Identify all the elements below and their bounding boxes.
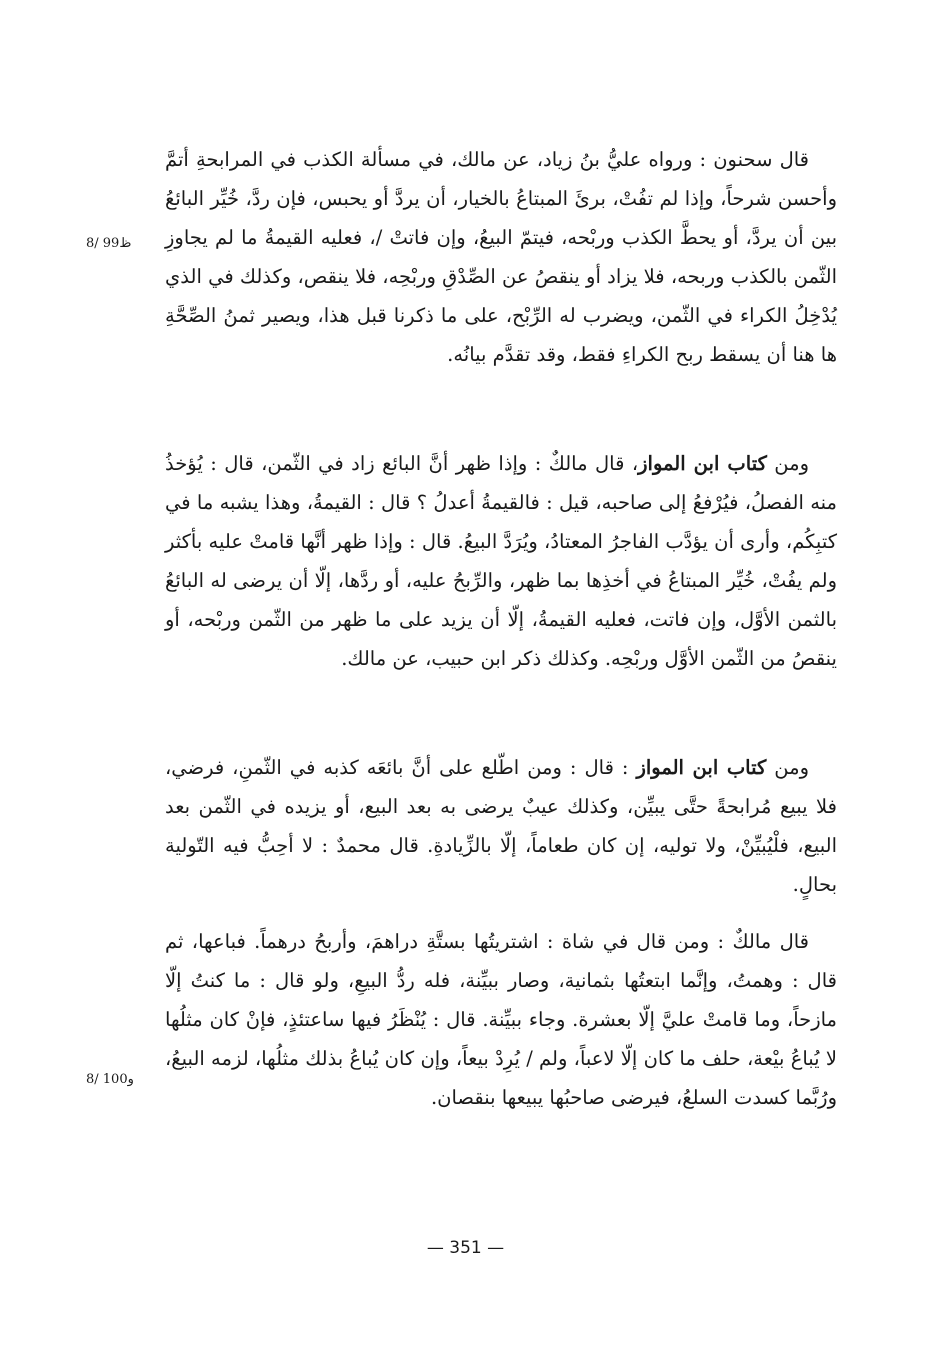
paragraph-ibn-al-mawwaz-1 [165, 444, 837, 678]
folio-reference-note: 8/ 100و [86, 1072, 134, 1087]
paragraph-prefix: ومن [766, 756, 809, 779]
paragraph-body: ، قال مالكٌ : وإذا ظهر أنَّ البائع زاد في الثّمن، قال : يُؤخذُ منه الفصلُ، فيُرْفعُ إلى صاحبه، قيل : فالقيمةُ أعدلُ ؟ قال : القيمةُ، وهذا يشبه ما في كتبِكُم، وأرى أن يؤدَّب الفاجرُ المعتادُ، ويُرَدَّ البيعُ. قال : وإذا ظهر أنَّها قامتْ عليه بأكثر ولم يفُتْ، خُيِّر المبتاعُ في أخذِها بما ظهر، والرِّبحُ عليه، أو ردَّها، إلّا أن يرضى له البائعُ بالثمن الأوَّل، وإن فاتت، فعليه القيمةُ، إلّا أن يزيد على ما ظهر من الثّمن وربْحه، أو ينقصُ من الثّمن الأوَّل وربْحِه. وكذلك ذكر ابن حبيب، عن مالك. [165, 452, 837, 670]
source-title: كتاب ابن المواز [636, 756, 767, 779]
folio-reference-note: 8/ 99ظ [86, 236, 132, 251]
source-title: كتاب ابن المواز [638, 452, 767, 475]
paragraph-prefix: ومن [766, 452, 810, 475]
paragraph-text [165, 748, 837, 904]
paragraph-text: قال مالكٌ : ومن قال في شاة : اشتريتُها بستَّةِ دراهمَ، وأربحُ درهماً. فباعها، ثم قال : وهمتُ، وإنَّما ابتعتُها بثمانية، وصار ببيِّنة، فله ردُّ البيعِ، ولو قال : ما كنتُ إلّا مازحاً، وما قامتْ عليَّ إلّا بعشرة. وجاء ببيِّنة. قال : يُنْظَرُ فيها ساعتئذٍ، فإنْ كان مثلُها لا يُباعُ بيْعة، حلف ما كان إلّا لاعباً، ولم / يُرِدْ بيعاً، وإن كان يُباعُ بذلك مثلُها، لزمه البيعُ، ورُبَّما كسدت السلعُ، فيرضى صاحبُها يبيعها بنقصان. [165, 930, 837, 1109]
paragraph-text [165, 444, 837, 678]
paragraph-ibn-al-mawwaz-2 [165, 748, 837, 904]
page-number: — 351 — [426, 1238, 505, 1258]
paragraph-body: : قال : ومن اطّلع على أنَّ بائعَه كذبه في الثّمنِ، فرضي، فلا يبيع مُرابحةً حتَّى يبيِّن، وكذلك عيبٌ يرضى به بعد البيع، أو يزيده في الثّمن بعد البيع، فلْيُبيِّنْ، ولا توليه، إن كان طعاماً، إلّا بالزِّيادةِ. قال محمدٌ : لا أحِبُّ فيه التّولية بحالٍ. [165, 756, 837, 896]
paragraph-malik-sheep [165, 922, 837, 1117]
paragraph-text: قال سحنون : ورواه عليُّ بنُ زياد، عن مالك، في مسألة الكذب في المرابحةِ أتمَّ وأحسن شرحاً، وإذا لم تفُتْ، برئَ المبتاعُ بالخيار، أن يردَّ أو يحبس، فإن ردَّ، خُيِّر البائعُ بين أن يردَّ، أو يحطَّ الكذب وربْحه، فيتمّ البيعُ، وإن فاتتْ /، فعليه القيمةُ ما لم يجاوزِ الثّمن بالكذب وربحه، فلا يزاد أو ينقصُ عن الصِّدْقِ وربْحِه، فلا ينقص، وكذلك في الذي يُدْخِلُ الكراء في الثّمن، ويضرب له الرِّبْح، على ما ذكرنا قبل هذا، ويصير ثمنُ الصِّحَّةِ ها هنا أن يسقط ربح الكراءِ فقط، وقد تقدَّم بيانُه. [165, 148, 837, 366]
paragraph-sahnun [165, 140, 837, 374]
